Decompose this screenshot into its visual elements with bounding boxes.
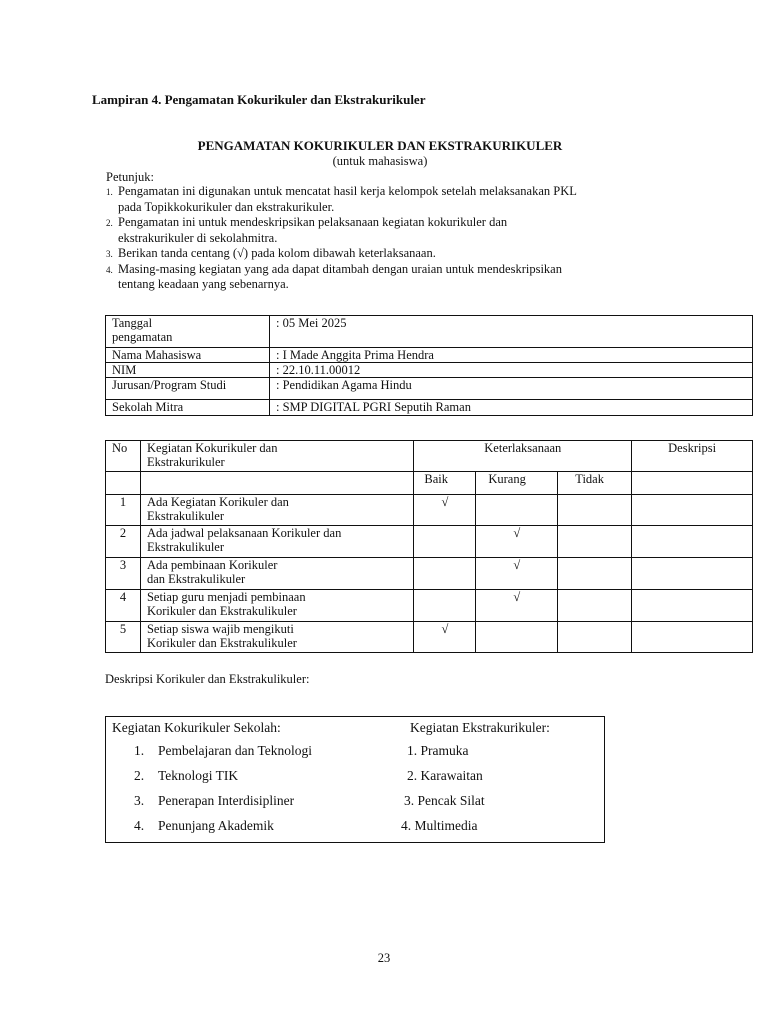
row-no: 5	[106, 622, 141, 653]
table-row	[106, 558, 753, 590]
instructions-label: Petunjuk:	[106, 170, 154, 184]
info-row	[106, 348, 753, 363]
row-no: 1	[106, 495, 141, 526]
header-deskripsi: Deskripsi	[632, 441, 753, 472]
description-label: Deskripsi Korikuler dan Ekstrakulikuler:	[105, 672, 310, 686]
info-label: Nama Mahasiswa	[106, 348, 270, 363]
check-tidak	[558, 590, 632, 622]
list-item: 3. Pencak Silat	[404, 793, 485, 808]
info-label: Sekolah Mitra	[106, 400, 270, 416]
check-baik: √	[414, 622, 476, 653]
instruction-item: 2. Pengamatan ini untuk mendeskripsikan pelaksanaan kegiatan kokurikuler dan ekstrakurikuler di sekolahmitra.	[106, 215, 508, 245]
row-activity: Setiap siswa wajib mengikuti Korikuler dan Ekstrakulikuler	[140, 622, 413, 653]
info-row	[106, 400, 753, 416]
check-baik	[414, 590, 476, 622]
check-tidak	[558, 495, 632, 526]
row-deskripsi	[632, 622, 753, 653]
check-tidak	[558, 558, 632, 590]
student-info-table	[105, 315, 753, 416]
instruction-item: 1. Pengamatan ini digunakan untuk mencatat hasil kerja kelompok setelah melaksanakan PKL pada Topikkokurikuler dan ekstrakurikuler.	[106, 184, 577, 214]
info-row	[106, 363, 753, 378]
check-baik: √	[414, 495, 476, 526]
list-item: 4. Penunjang Akademik	[134, 818, 274, 833]
list-item: 1. Pramuka	[407, 743, 469, 758]
info-value: : 22.10.11.00012	[270, 363, 753, 378]
activity-observation-table	[105, 440, 753, 653]
info-value: : 05 Mei 2025	[270, 316, 753, 348]
row-deskripsi	[632, 558, 753, 590]
check-kurang	[476, 622, 558, 653]
table-row	[106, 526, 753, 558]
info-row	[106, 316, 753, 348]
check-kurang: √	[476, 590, 558, 622]
row-deskripsi	[632, 526, 753, 558]
row-deskripsi	[632, 590, 753, 622]
check-tidak	[558, 526, 632, 558]
instruction-item: 4. Masing-masing kegiatan yang ada dapat ditambah dengan uraian untuk mendeskripsikan tentang keadaan yang sebenarnya.	[106, 261, 562, 291]
row-no: 3	[106, 558, 141, 590]
cocurricular-list	[134, 743, 312, 843]
extracurricular-heading: Kegiatan Ekstrakurikuler:	[410, 720, 550, 735]
info-value: : SMP DIGITAL PGRI Seputih Raman	[270, 400, 753, 416]
document-title: PENGAMATAN KOKURIKULER DAN EKSTRAKURIKULER	[197, 138, 563, 153]
check-baik	[414, 558, 476, 590]
info-value: : Pendidikan Agama Hindu	[270, 378, 753, 400]
row-activity: Ada pembinaan Korikuler dan Ekstrakulikuler	[140, 558, 413, 590]
header-baik: Baik	[414, 472, 476, 495]
header-tidak: Tidak	[558, 472, 632, 495]
check-kurang: √	[476, 526, 558, 558]
cocurricular-heading: Kegiatan Kokurikuler Sekolah:	[112, 720, 281, 735]
table-header-row	[106, 441, 753, 472]
info-label: Jurusan/Program Studi	[106, 378, 270, 400]
row-activity: Setiap guru menjadi pembinaan Korikuler dan Ekstrakulikuler	[140, 590, 413, 622]
header-kegiatan: Kegiatan Kokurikuler dan Ekstrakurikuler	[140, 441, 413, 472]
info-label: NIM	[106, 363, 270, 378]
list-item: 4. Multimedia	[401, 818, 478, 833]
table-row	[106, 495, 753, 526]
check-kurang	[476, 495, 558, 526]
page-number: 23	[377, 951, 391, 965]
row-no: 4	[106, 590, 141, 622]
row-deskripsi	[632, 495, 753, 526]
list-item: 2. Teknologi TIK	[134, 768, 239, 783]
header-kurang: Kurang	[476, 472, 558, 495]
check-kurang: √	[476, 558, 558, 590]
info-value: : I Made Anggita Prima Hendra	[270, 348, 753, 363]
list-item: 3. Penerapan Interdisipliner	[134, 793, 295, 808]
instructions-list	[106, 184, 666, 293]
row-no: 2	[106, 526, 141, 558]
table-row	[106, 622, 753, 653]
table-row	[106, 590, 753, 622]
extracurricular-list	[401, 743, 485, 843]
list-item: 1. Pembelajaran dan Teknologi	[134, 743, 313, 758]
check-baik	[414, 526, 476, 558]
instruction-item: 3. Berikan tanda centang (√) pada kolom dibawah keterlaksanaan.	[106, 246, 436, 260]
row-activity: Ada Kegiatan Korikuler dan Ekstrakulikuler	[140, 495, 413, 526]
check-tidak	[558, 622, 632, 653]
header-no: No	[106, 441, 141, 472]
description-box	[105, 716, 605, 843]
info-row	[106, 378, 753, 400]
list-item: 2. Karawaitan	[407, 768, 483, 783]
document-subtitle: (untuk mahasiswa)	[332, 154, 428, 168]
appendix-title: Lampiran 4. Pengamatan Kokurikuler dan Ekstrakurikuler	[92, 92, 426, 107]
info-label: Tanggal pengamatan	[106, 316, 270, 348]
header-keterlaksanaan: Keterlaksanaan	[414, 441, 632, 472]
table-subheader-row	[106, 472, 753, 495]
row-activity: Ada jadwal pelaksanaan Korikuler dan Ekstrakulikuler	[140, 526, 413, 558]
